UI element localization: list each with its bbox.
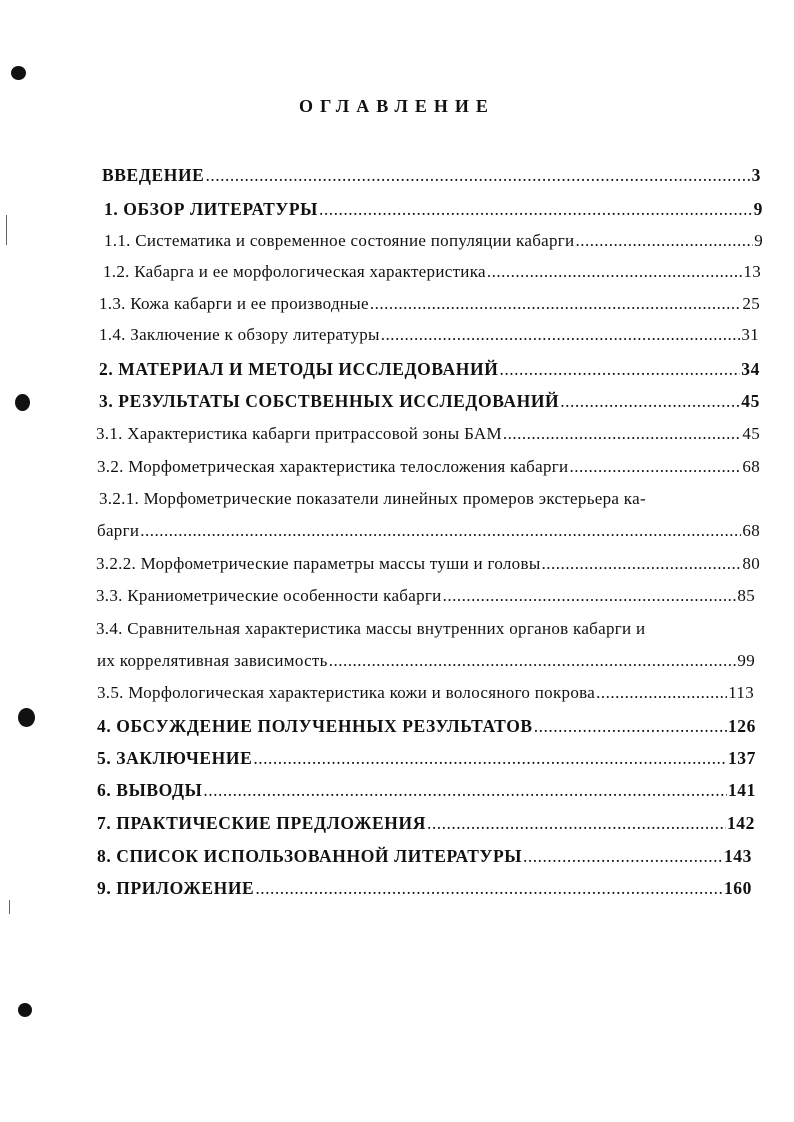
toc-entry-page: 85 bbox=[737, 586, 755, 605]
toc-entry-text: 5. ЗАКЛЮЧЕНИЕ bbox=[97, 748, 253, 768]
leader-dots bbox=[499, 358, 740, 380]
toc-entry-page: 137 bbox=[727, 748, 756, 768]
toc-entry bbox=[97, 650, 755, 672]
binder-hole-mark bbox=[18, 708, 35, 727]
toc-entry-text: 3.1. Характеристика кабарги притрассовой зоны БАМ bbox=[96, 424, 502, 443]
toc-entry bbox=[97, 520, 760, 542]
toc-entry-text: 3.2.2. Морфометрические параметры массы туши и головы bbox=[96, 554, 541, 573]
toc-entry-page: 99 bbox=[737, 651, 755, 670]
binder-hole-mark bbox=[18, 1003, 32, 1017]
toc-entry-page: 45 bbox=[742, 424, 760, 443]
toc-entry bbox=[96, 423, 760, 445]
toc-entry bbox=[104, 198, 763, 220]
toc-entry-text: 3.2. Морфометрическая характеристика телосложения кабарги bbox=[97, 457, 569, 476]
scan-edge-mark bbox=[9, 900, 10, 914]
toc-entry-text: 3.3. Краниометрические особенности кабарги bbox=[96, 586, 442, 605]
toc-entry-page: 143 bbox=[723, 846, 752, 866]
toc-entry bbox=[104, 230, 763, 252]
leader-dots bbox=[427, 812, 726, 834]
leader-dots bbox=[205, 164, 750, 186]
leader-dots bbox=[487, 261, 743, 283]
toc-entry-text: 8. СПИСОК ИСПОЛЬЗОВАННОЙ ЛИТЕРАТУРЫ bbox=[97, 846, 523, 866]
toc-entry-page: 34 bbox=[741, 359, 760, 379]
leader-dots bbox=[253, 747, 727, 769]
toc-entry-page: 126 bbox=[727, 716, 756, 736]
toc-entry-text: 1.3. Кожа кабарги и ее производные bbox=[99, 294, 369, 313]
toc-entry bbox=[97, 812, 755, 834]
toc-entry bbox=[103, 261, 761, 283]
toc-entry-text: их коррелятивная зависимость bbox=[97, 651, 328, 670]
toc-entry-wrapped bbox=[96, 618, 760, 640]
toc-entry-page: 142 bbox=[726, 813, 755, 833]
toc-entry bbox=[99, 293, 760, 315]
toc-entry-text: 4. ОБСУЖДЕНИЕ ПОЛУЧЕННЫХ РЕЗУЛЬТАТОВ bbox=[97, 716, 533, 736]
leader-dots bbox=[381, 324, 741, 346]
leader-dots bbox=[560, 390, 740, 412]
toc-entry-text: 3. РЕЗУЛЬТАТЫ СОБСТВЕННЫХ ИССЛЕДОВАНИЙ bbox=[99, 391, 560, 411]
toc-entry bbox=[97, 456, 760, 478]
scan-edge-mark bbox=[6, 215, 7, 245]
toc-entry-text: 7. ПРАКТИЧЕСКИЕ ПРЕДЛОЖЕНИЯ bbox=[97, 813, 426, 833]
toc-entry-page: 68 bbox=[742, 521, 760, 540]
toc-entry-text: 1. ОБЗОР ЛИТЕРАТУРЫ bbox=[104, 199, 318, 219]
toc-entry-page: 25 bbox=[742, 294, 760, 313]
toc-entry bbox=[99, 358, 760, 380]
toc-entry-page: 9 bbox=[754, 231, 763, 250]
toc-entry-page: 13 bbox=[743, 262, 761, 281]
toc-entry-page: 80 bbox=[742, 554, 760, 573]
toc-entry-text: 9. ПРИЛОЖЕНИЕ bbox=[97, 878, 255, 898]
toc-entry-page: 141 bbox=[727, 780, 756, 800]
binder-hole-mark bbox=[11, 66, 26, 80]
toc-entry-page: 68 bbox=[742, 457, 760, 476]
toc-entry-text: 3.2.1. Морфометрические показатели линейных промеров экстерьера ка- bbox=[99, 489, 646, 508]
toc-entry bbox=[99, 324, 759, 346]
toc-entry-text: 3.4. Сравнительная характеристика массы внутренних органов кабарги и bbox=[96, 619, 646, 638]
leader-dots bbox=[329, 650, 737, 672]
toc-entry-page: 9 bbox=[753, 199, 763, 219]
leader-dots bbox=[370, 293, 742, 315]
toc-entry-text: 1.2. Кабарга и ее морфологическая характеристика bbox=[103, 262, 486, 281]
toc-entry-page: 3 bbox=[751, 165, 761, 185]
toc-entry-page: 45 bbox=[741, 391, 760, 411]
toc-entry-text: ВВЕДЕНИЕ bbox=[102, 165, 205, 185]
toc-entry bbox=[96, 585, 755, 607]
toc-entry-page: 31 bbox=[741, 325, 759, 344]
leader-dots bbox=[542, 553, 742, 575]
toc-entry bbox=[97, 877, 752, 899]
leader-dots bbox=[255, 877, 723, 899]
toc-entry bbox=[97, 682, 754, 704]
toc-entry bbox=[97, 845, 752, 867]
toc-entry-text: 2. МАТЕРИАЛ И МЕТОДЫ ИССЛЕДОВАНИЙ bbox=[99, 359, 499, 379]
toc-entry bbox=[102, 164, 761, 186]
toc-entry bbox=[99, 390, 760, 412]
leader-dots bbox=[534, 715, 727, 737]
toc-entry-wrapped bbox=[99, 488, 760, 510]
leader-dots bbox=[443, 585, 737, 607]
toc-entry-text: 6. ВЫВОДЫ bbox=[97, 780, 203, 800]
leader-dots bbox=[523, 845, 723, 867]
toc-entry-text: 1.1. Систематика и современное состояние популяции кабарги bbox=[104, 231, 575, 250]
leader-dots bbox=[575, 230, 753, 252]
toc-entry bbox=[97, 779, 756, 801]
leader-dots bbox=[596, 682, 727, 704]
leader-dots bbox=[569, 456, 741, 478]
toc-entry-page: 113 bbox=[728, 683, 754, 702]
leader-dots bbox=[140, 520, 741, 542]
toc-entry-text: 1.4. Заключение к обзору литературы bbox=[99, 325, 380, 344]
leader-dots bbox=[319, 198, 753, 220]
toc-entry-text: 3.5. Морфологическая характеристика кожи и волосяного покрова bbox=[97, 683, 596, 702]
page-title: ОГЛАВЛЕНИЕ bbox=[299, 96, 495, 116]
toc-entry bbox=[97, 747, 756, 769]
toc-entry-page: 160 bbox=[723, 878, 752, 898]
binder-hole-mark bbox=[15, 394, 30, 411]
leader-dots bbox=[503, 423, 741, 445]
toc-entry-text: барги bbox=[97, 521, 140, 540]
leader-dots bbox=[203, 779, 727, 801]
toc-entry bbox=[97, 715, 756, 737]
toc-entry bbox=[96, 553, 760, 575]
